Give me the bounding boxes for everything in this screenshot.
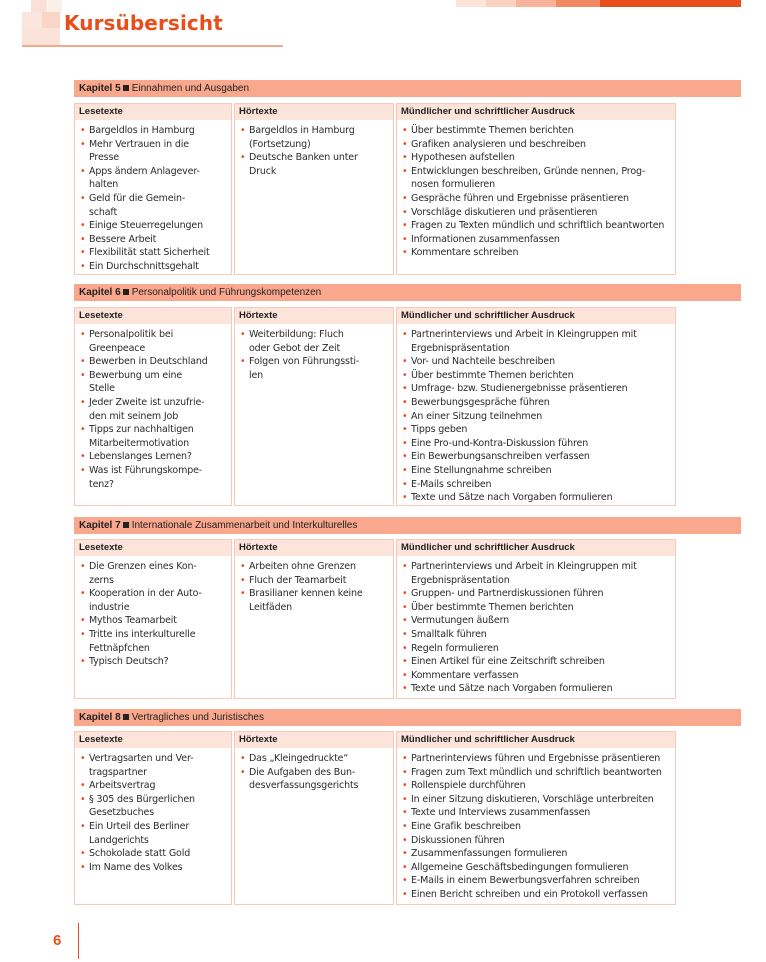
list-item: • § 305 des Bürgerlichen Gesetzbuches: [79, 793, 227, 820]
list-item: • Die Grenzen eines Kon- zerns: [79, 560, 227, 587]
list-item: • Partnerinterviews führen und Ergebnisse präsentieren: [401, 752, 671, 766]
list-item: • Geld für die Gemein- schaft: [79, 192, 227, 219]
ausdruck-list: [397, 124, 675, 260]
column-header: Lesetexte: [75, 104, 231, 120]
list-item: • Fluch der Teamarbeit: [239, 574, 389, 588]
list-item: • Brasilianer kennen keine Leitfäden: [239, 587, 389, 614]
list-item: • Grafiken analysieren und beschreiben: [401, 138, 671, 152]
chapter-title: Vertragliches und Juristisches: [131, 712, 264, 723]
chapter-header: [74, 284, 741, 301]
column-header: Hörtexte: [235, 104, 393, 120]
list-item: • Allgemeine Geschäftsbedingungen formulieren: [401, 861, 671, 875]
list-item: • Informationen zusammenfassen: [401, 233, 671, 247]
list-item: • Gruppen- und Partnerdiskussionen führen: [401, 587, 671, 601]
list-item: • Ein Urteil des Berliner Landgerichts: [79, 820, 227, 847]
list-item: • Vor- und Nachteile beschreiben: [401, 355, 671, 369]
list-item: • Folgen von Führungssti- len: [239, 355, 389, 382]
lesetexte-column: [74, 307, 232, 506]
column-header: Lesetexte: [75, 308, 231, 324]
list-item: • E-Mails schreiben: [401, 478, 671, 492]
column-header: Lesetexte: [75, 732, 231, 748]
list-item: • Mehr Vertrauen in die Presse: [79, 138, 227, 165]
list-item: • Apps ändern Anlagever- halten: [79, 165, 227, 192]
hoertexte-list: [235, 752, 393, 793]
list-item: • Flexibilität statt Sicherheit: [79, 246, 227, 260]
list-item: • Mythos Teamarbeit: [79, 614, 227, 628]
list-item: • Was ist Führungskompe- tenz?: [79, 464, 227, 491]
list-item: • Bargeldlos in Hamburg: [79, 124, 227, 138]
list-item: • Bewerbung um eine Stelle: [79, 369, 227, 396]
list-item: • Fragen zum Text mündlich und schriftlich beantworten: [401, 766, 671, 780]
ausdruck-column: [396, 307, 676, 506]
lesetexte-list: [75, 560, 231, 669]
chapter-title: Einnahmen und Ausgaben: [131, 83, 250, 94]
chapter-label: Kapitel 7: [79, 520, 121, 531]
list-item: • E-Mails in einem Bewerbungsverfahren schreiben: [401, 874, 671, 888]
chapter-header: [74, 80, 741, 97]
list-item: • Typisch Deutsch?: [79, 655, 227, 669]
page-number-divider: [78, 923, 79, 959]
list-item: • Einen Artikel für eine Zeitschrift schreiben: [401, 655, 671, 669]
chapter-7: [74, 517, 741, 695]
chapter-label: Kapitel 8: [79, 712, 121, 723]
list-item: • Eine Pro-und-Kontra-Diskussion führen: [401, 437, 671, 451]
chapter-title: Personalpolitik und Führungskompetenzen: [131, 287, 322, 298]
title-divider: [22, 45, 283, 47]
list-item: • Smalltalk führen: [401, 628, 671, 642]
page-number: 6: [53, 932, 62, 949]
list-item: • Fragen zu Texten mündlich und schriftlich beantworten: [401, 219, 671, 233]
list-item: • Vorschläge diskutieren und präsentieren: [401, 206, 671, 220]
list-item: • Ein Bewerbungsanschreiben verfassen: [401, 450, 671, 464]
list-item: • Hypothesen aufstellen: [401, 151, 671, 165]
ausdruck-column: [396, 731, 676, 905]
list-item: • Einige Steuerregelungen: [79, 219, 227, 233]
lesetexte-list: [75, 124, 231, 274]
lesetexte-column: [74, 539, 232, 699]
page-title: Kursübersicht: [64, 11, 223, 35]
hoertexte-list: [235, 560, 393, 614]
square-bullet-icon: [123, 714, 129, 720]
list-item: • Gespräche führen und Ergebnisse präsentieren: [401, 192, 671, 206]
chapter-6: [74, 284, 741, 504]
column-header: Mündlicher und schriftlicher Ausdruck: [397, 540, 675, 556]
list-item: • Vertragsarten und Ver- tragspartner: [79, 752, 227, 779]
list-item: • Partnerinterviews und Arbeit in Kleingruppen mit Ergebnispräsentation: [401, 560, 671, 587]
list-item: • Bewerben in Deutschland: [79, 355, 227, 369]
column-header: Mündlicher und schriftlicher Ausdruck: [397, 308, 675, 324]
chapter-label: Kapitel 5: [79, 83, 121, 94]
column-header: Mündlicher und schriftlicher Ausdruck: [397, 104, 675, 120]
list-item: • Bessere Arbeit: [79, 233, 227, 247]
column-header: Lesetexte: [75, 540, 231, 556]
hoertexte-column: [234, 103, 394, 275]
list-item: • Über bestimmte Themen berichten: [401, 601, 671, 615]
ausdruck-column: [396, 539, 676, 699]
square-bullet-icon: [123, 522, 129, 528]
hoertexte-column: [234, 731, 394, 905]
hoertexte-list: [235, 328, 393, 382]
list-item: • Das „Kleingedruckte“: [239, 752, 389, 766]
list-item: • An einer Sitzung teilnehmen: [401, 410, 671, 424]
chapter-8: [74, 709, 741, 900]
column-header: Hörtexte: [235, 308, 393, 324]
list-item: • In einer Sitzung diskutieren, Vorschläge unterbreiten: [401, 793, 671, 807]
list-item: • Regeln formulieren: [401, 642, 671, 656]
list-item: • Tritte ins interkulturelle Fettnäpfchen: [79, 628, 227, 655]
hoertexte-column: [234, 539, 394, 699]
list-item: • Arbeiten ohne Grenzen: [239, 560, 389, 574]
square-bullet-icon: [123, 289, 129, 295]
list-item: • Umfrage- bzw. Studienergebnisse präsentieren: [401, 382, 671, 396]
list-item: • Texte und Sätze nach Vorgaben formulieren: [401, 682, 671, 696]
ausdruck-list: [397, 560, 675, 696]
chapter-label: Kapitel 6: [79, 287, 121, 298]
list-item: • Kooperation in der Auto- industrie: [79, 587, 227, 614]
list-item: • Bewerbungsgespräche führen: [401, 396, 671, 410]
hoertexte-column: [234, 307, 394, 506]
list-item: • Schokolade statt Gold: [79, 847, 227, 861]
ausdruck-list: [397, 328, 675, 505]
column-header: Mündlicher und schriftlicher Ausdruck: [397, 732, 675, 748]
list-item: • Texte und Sätze nach Vorgaben formulieren: [401, 491, 671, 505]
list-item: • Die Aufgaben des Bun- desverfassungsgerichts: [239, 766, 389, 793]
list-item: • Bargeldlos in Hamburg (Fortsetzung): [239, 124, 389, 151]
list-item: • Personalpolitik bei Greenpeace: [79, 328, 227, 355]
list-item: • Deutsche Banken unter Druck: [239, 151, 389, 178]
list-item: • Tipps zur nachhaltigen Mitarbeitermotivation: [79, 423, 227, 450]
list-item: • Eine Grafik beschreiben: [401, 820, 671, 834]
list-item: • Ein Durchschnittsgehalt: [79, 260, 227, 274]
lesetexte-list: [75, 328, 231, 491]
list-item: • Diskussionen führen: [401, 834, 671, 848]
list-item: • Kommentare schreiben: [401, 246, 671, 260]
list-item: • Weiterbildung: Fluch oder Gebot der Zeit: [239, 328, 389, 355]
list-item: • Partnerinterviews und Arbeit in Kleingruppen mit Ergebnispräsentation: [401, 328, 671, 355]
ausdruck-list: [397, 752, 675, 902]
chapter-header: [74, 709, 741, 726]
list-item: • Jeder Zweite ist unzufrie- den mit seinem Job: [79, 396, 227, 423]
ausdruck-column: [396, 103, 676, 275]
column-header: Hörtexte: [235, 732, 393, 748]
list-item: • Kommentare verfassen: [401, 669, 671, 683]
list-item: • Rollenspiele durchführen: [401, 779, 671, 793]
hoertexte-list: [235, 124, 393, 178]
list-item: • Texte und Interviews zusammenfassen: [401, 806, 671, 820]
lesetexte-column: [74, 731, 232, 905]
list-item: • Vermutungen äußern: [401, 614, 671, 628]
list-item: • Entwicklungen beschreiben, Gründe nennen, Prog- nosen formulieren: [401, 165, 671, 192]
list-item: • Eine Stellungnahme schreiben: [401, 464, 671, 478]
list-item: • Einen Bericht schreiben und ein Protokoll verfassen: [401, 888, 671, 902]
chapter-header: [74, 517, 741, 534]
lesetexte-column: [74, 103, 232, 275]
square-bullet-icon: [123, 85, 129, 91]
list-item: • Über bestimmte Themen berichten: [401, 124, 671, 138]
list-item: • Tipps geben: [401, 423, 671, 437]
list-item: • Lebenslanges Lernen?: [79, 450, 227, 464]
lesetexte-list: [75, 752, 231, 874]
chapter-title: Internationale Zusammenarbeit und Interkulturelles: [131, 520, 358, 531]
list-item: • Im Name des Volkes: [79, 861, 227, 875]
list-item: • Zusammenfassungen formulieren: [401, 847, 671, 861]
list-item: • Über bestimmte Themen berichten: [401, 369, 671, 383]
list-item: • Arbeitsvertrag: [79, 779, 227, 793]
chapter-5: [74, 80, 741, 272]
column-header: Hörtexte: [235, 540, 393, 556]
